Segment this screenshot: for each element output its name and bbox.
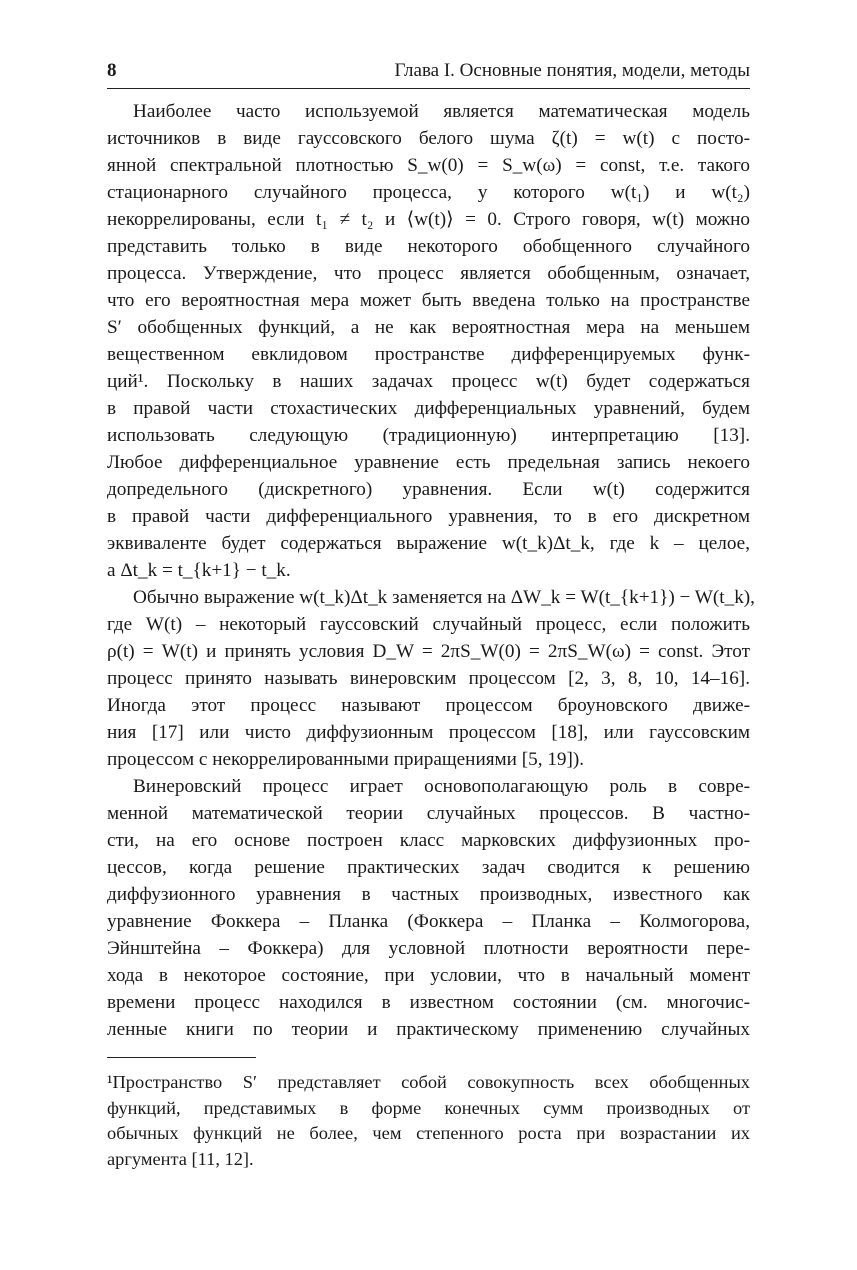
text-line: а Δt_k = t_{k+1} − t_k.	[107, 560, 291, 581]
text-line: хода в некоторое состояние, при условии, что в начальный момент	[107, 965, 750, 986]
page-number: 8	[107, 60, 117, 81]
text-line: S′ обобщенных функций, а не как вероятностная мера на меньшем	[107, 317, 750, 338]
text-line: ленные книги по теории и практическому применению случайных	[107, 1019, 750, 1040]
text-line: представить только в виде некоторого обобщенного случайного	[107, 236, 750, 257]
paragraph-1	[107, 98, 750, 584]
text-line: менной математической теории случайных процессов. В частно-	[107, 803, 750, 824]
text-line: ния [17] или чисто диффузионным процессом [18], или гауссовским	[107, 722, 750, 743]
text-line: Иногда этот процесс называют процессом броуновского движе-	[107, 695, 750, 716]
text-line: эквиваленте будет содержаться выражение w(t_k)Δt_k, где k – целое,	[107, 533, 750, 554]
text-line: источников в виде гауссовского белого шума ζ(t) = w(t) с посто-	[107, 128, 750, 149]
text-line: ρ(t) = W(t) и принять условия D_W = 2πS_W(0) = 2πS_W(ω) = const. Этот	[107, 641, 750, 662]
text-line: янной спектральной плотностью S_w(0) = S_w(ω) = const, т.е. такого	[107, 155, 750, 176]
text-line: диффузионного уравнения в частных производных, известного как	[107, 884, 750, 905]
text-line: Эйнштейна – Фоккера) для условной плотности вероятности пере-	[107, 938, 750, 959]
footnote-line: обычных функций не более, чем степенного роста при возрастании их	[107, 1123, 750, 1143]
text-line: Обычно выражение w(t_k)Δt_k заменяется на ΔW_k = W(t_{k+1}) − W(t_k),	[133, 587, 755, 608]
footnote-line: ¹Пространство S′ представляет собой совокупность всех обобщенных	[107, 1072, 750, 1092]
text-line: стационарного случайного процесса, у которого w(t₁) и w(t₂)	[107, 182, 750, 203]
footnote-rule	[107, 1057, 256, 1058]
text-line: в правой части дифференциального уравнения, то в его дискретном	[107, 506, 750, 527]
paragraph-3	[107, 773, 750, 1043]
header-rule	[107, 88, 750, 89]
page-header	[107, 60, 750, 88]
text-line: использовать следующую (традиционную) интерпретацию [13].	[107, 425, 750, 446]
text-line: Любое дифференциальное уравнение есть предельная запись некоего	[107, 452, 750, 473]
footnote-text	[107, 1070, 750, 1172]
text-line: некоррелированы, если t₁ ≠ t₂ и ⟨w(t)⟩ = 0. Строго говоря, w(t) можно	[107, 209, 750, 230]
footnote-line: аргумента [11, 12].	[107, 1148, 254, 1169]
paragraph-2	[107, 584, 755, 773]
text-line: уравнение Фоккера – Планка (Фоккера – Планка – Колмогорова,	[107, 911, 750, 932]
text-line: Винеровский процесс играет основополагающую роль в совре-	[133, 776, 750, 797]
text-line: процесса. Утверждение, что процесс является обобщенным, означает,	[107, 263, 750, 284]
text-line: времени процесс находился в известном состоянии (см. многочис-	[107, 992, 750, 1013]
text-line: допредельного (дискретного) уравнения. Если w(t) содержится	[107, 479, 750, 500]
text-line: в правой части стохастических дифференциальных уравнений, будем	[107, 398, 750, 419]
main-text	[107, 98, 755, 1043]
text-line: сти, на его основе построен класс марковских диффузионных про-	[107, 830, 750, 851]
footnote-line: функций, представимых в форме конечных сумм производных от	[107, 1097, 750, 1118]
text-line: Наиболее часто используемой является математическая модель	[133, 101, 750, 122]
footnote	[107, 1070, 750, 1172]
running-head: Глава I. Основные понятия, модели, методы	[394, 60, 750, 81]
text-line: процесс принято называть винеровским процессом [2, 3, 8, 10, 14–16].	[107, 668, 750, 689]
text-line: процессом с некоррелированными приращениями [5, 19]).	[107, 749, 585, 770]
text-line: вещественном евклидовом пространстве дифференцируемых функ-	[107, 344, 750, 365]
text-line: ций¹. Поскольку в наших задачах процесс w(t) будет содержаться	[107, 371, 750, 392]
text-line: что его вероятностная мера может быть введена только на пространстве	[107, 290, 750, 311]
text-line: цессов, когда решение практических задач сводится к решению	[107, 857, 750, 878]
text-line: где W(t) – некоторый гауссовский случайный процесс, если положить	[107, 614, 750, 635]
